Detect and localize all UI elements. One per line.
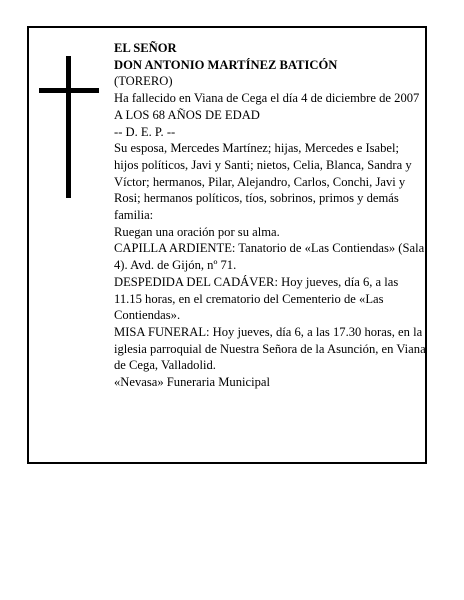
cross-horizontal-bar xyxy=(39,88,99,93)
notice-text xyxy=(114,40,426,391)
latin-cross-icon xyxy=(39,56,99,198)
family-list: Su esposa, Mercedes Martínez; hijas, Mercedes e Isabel; hijos políticos, Javi y Santi; nietos, Celia, Blanca, Sandra y Víctor; hermanos, Pilar, Alejandro, Carlos, Conchi, Javi y Rosi; hermanos políticos, tíos, sobrinos, primos y demás familia: xyxy=(114,141,412,223)
deceased-name: DON ANTONIO MARTÍNEZ BATICÓN xyxy=(114,57,338,72)
prayer-request: Ruegan una oración por su alma. xyxy=(114,224,280,239)
chapel-info: CAPILLA ARDIENTE: Tanatorio de «Las Contiendas» (Sala 4). Avd. de Gijón, nº 71. xyxy=(114,241,425,273)
profession: (TORERO) xyxy=(114,74,173,89)
funeral-mass-info: MISA FUNERAL: Hoy jueves, día 6, a las 17.30 horas, en la iglesia parroquial de Nuestra Señora de la Asunción, en Viana de Cega, Valladolid. xyxy=(114,324,426,373)
obituary-notice xyxy=(27,26,427,464)
cross-vertical-bar xyxy=(66,56,71,198)
farewell-info: DESPEDIDA DEL CADÁVER: Hoy jueves, día 6, a las 11.15 horas, en el crematorio del Cementerio de «Las Contiendas». xyxy=(114,274,399,323)
age-statement: A LOS 68 AÑOS DE EDAD xyxy=(114,107,260,122)
death-statement: Ha fallecido en Viana de Cega el día 4 de diciembre de 2007 xyxy=(114,91,420,106)
title-line-1: EL SEÑOR xyxy=(114,41,177,55)
rip-line: -- D. E. P. -- xyxy=(114,124,176,139)
funeral-home: «Nevasa» Funeraria Municipal xyxy=(114,375,270,390)
